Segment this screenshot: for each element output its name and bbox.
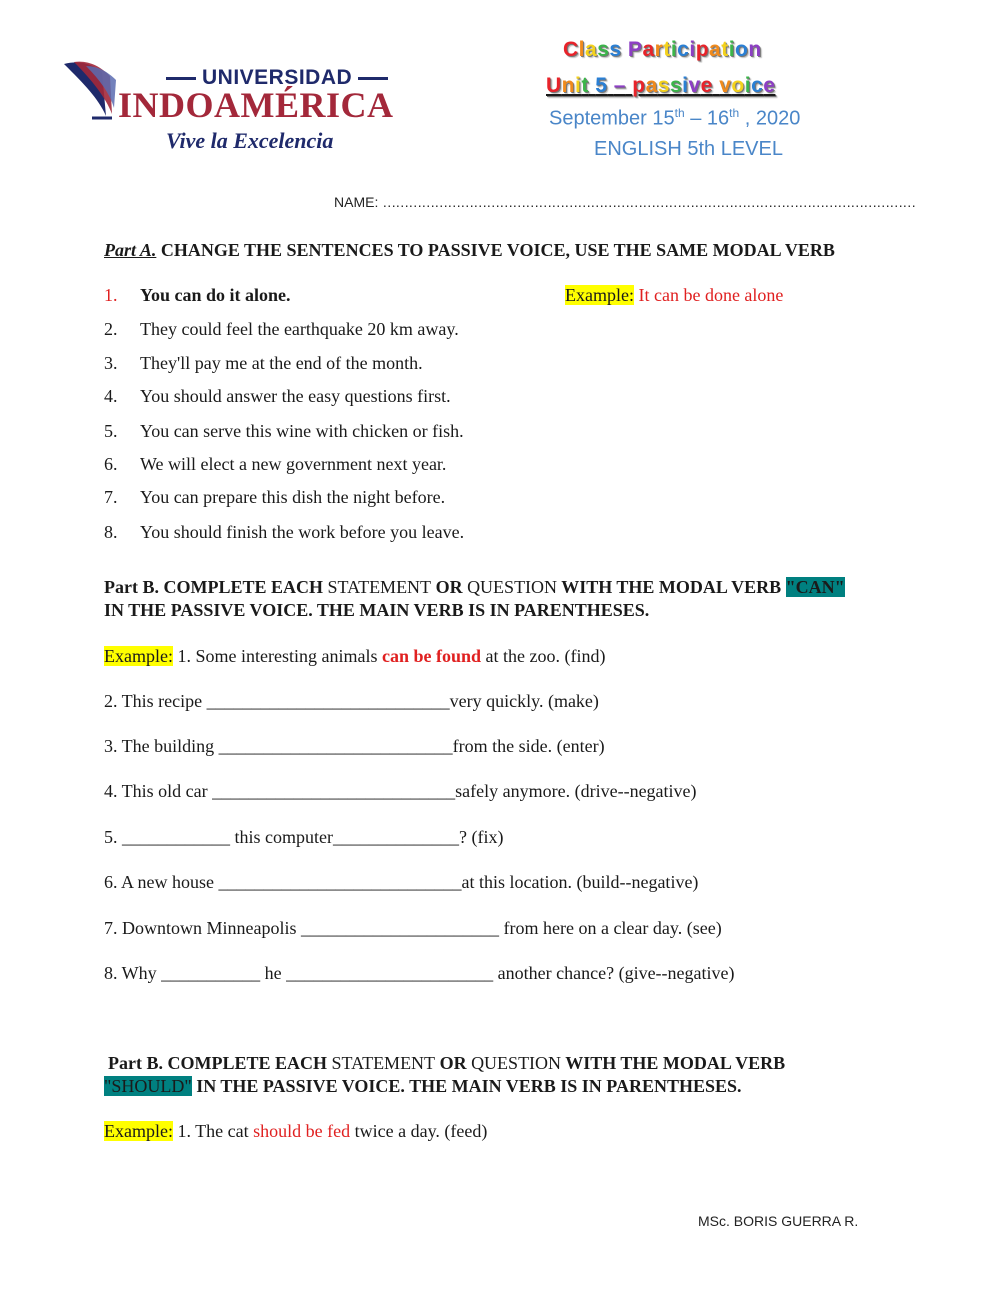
sail-logo-icon <box>62 58 120 122</box>
header-letter: C <box>563 38 579 61</box>
exercise-item[interactable]: 6. A new house ___________________________at this location. (build--negative) <box>104 872 699 892</box>
header-letter: o <box>731 74 745 97</box>
header-letter: c <box>751 74 764 97</box>
list-item: 4. You should answer the easy questions first. <box>104 386 451 406</box>
modal-should-badge: "SHOULD" <box>104 1076 192 1096</box>
header-letter: 5 <box>595 74 608 97</box>
header-letter: a <box>642 38 655 61</box>
header-letter: t <box>721 38 729 61</box>
part-b-can-heading-line2: IN THE PASSIVE VOICE. THE MAIN VERB IS IN PARENTHESES. <box>104 600 650 620</box>
part-b-should-heading-line2: "SHOULD" IN THE PASSIVE VOICE. THE MAIN VERB IS IN PARENTHESES. <box>104 1076 742 1096</box>
name-field[interactable] <box>334 194 915 210</box>
name-label: NAME: <box>334 194 379 210</box>
part-b-should-example: Example: 1. The cat should be fed twice a day. (feed) <box>104 1121 488 1141</box>
header-date: September 15th – 16th , 2020 <box>549 106 801 130</box>
header-letter: v <box>719 74 732 97</box>
header-letter: p <box>632 74 646 97</box>
header-letter: i <box>728 38 736 61</box>
header-letter: s <box>597 38 610 61</box>
header-letter: a <box>585 38 598 61</box>
header-letter: a <box>709 38 722 61</box>
header-letter: P <box>627 38 643 61</box>
header-letter: i <box>682 74 689 97</box>
list-item: 8. You should finish the work before you leave. <box>104 522 465 542</box>
header-letter: e <box>763 74 776 97</box>
header-letter: v <box>688 74 701 97</box>
exercise-item[interactable]: 4. This old car ___________________________safely anymore. (drive--negative) <box>104 781 697 801</box>
part-a-instruction: CHANGE THE SENTENCES TO PASSIVE VOICE, USE THE SAME MODAL VERB <box>160 240 835 260</box>
name-dots: …………………………………………………………………………………………………………… <box>382 194 916 210</box>
header-level: ENGLISH 5th LEVEL <box>594 138 783 160</box>
list-item: 7. You can prepare this dish the night before. <box>104 487 446 507</box>
exercise-item[interactable]: 5. ____________ this computer______________? (fix) <box>104 827 504 847</box>
header-title <box>563 38 762 62</box>
header-letter: s <box>657 74 670 97</box>
example-answer: should be fed <box>253 1121 351 1141</box>
header-letter: i <box>575 74 582 97</box>
header-letter: i <box>670 38 678 61</box>
header-letter: p <box>695 38 710 61</box>
header-letter: – <box>613 74 626 97</box>
list-item: 5. You can serve this wine with chicken or fish. <box>104 421 464 441</box>
header-letter: U <box>546 74 562 97</box>
header-letter: i <box>689 38 696 61</box>
header-letter: t <box>663 38 671 61</box>
example-answer: can be found <box>381 646 481 666</box>
header-letter: r <box>654 38 664 61</box>
header-letter: o <box>735 38 749 61</box>
header-letter: n <box>748 38 762 61</box>
exercise-item[interactable]: 3. The building __________________________from the side. (enter) <box>104 736 605 756</box>
example-label: Example: <box>104 646 173 666</box>
header-letter: l <box>578 38 586 61</box>
author-footer: MSc. BORIS GUERRA R. <box>698 1213 859 1229</box>
part-b-should-heading: Part B. COMPLETE EACH STATEMENT OR QUESTION WITH THE MODAL VERB <box>108 1053 786 1073</box>
modal-can-badge: "CAN" <box>785 577 845 597</box>
exercise-item[interactable]: 7. Downtown Minneapolis ______________________ from here on a clear day. (see) <box>104 918 722 938</box>
list-item: 3. They'll pay me at the end of the month. <box>104 353 423 373</box>
logo-top-line: UNIVERSIDAD <box>160 66 394 90</box>
list-item: 2. They could feel the earthquake 20 km away. <box>104 319 459 339</box>
logo-slogan: Vive la Excelencia <box>166 128 334 153</box>
header-letter: n <box>561 74 575 97</box>
header-letter: e <box>700 74 713 97</box>
header-letter: c <box>677 38 690 61</box>
example-label: Example: <box>565 285 634 305</box>
part-a-heading <box>104 240 835 261</box>
exercise-item[interactable]: 8. Why ___________ he _______________________ another chance? (give--negative) <box>104 963 735 983</box>
part-b-can-heading: Part B. COMPLETE EACH STATEMENT OR QUESTION WITH THE MODAL VERB "CAN" <box>104 577 845 597</box>
part-a-label: Part A. <box>104 240 157 260</box>
header-letter: a <box>645 74 658 97</box>
logo-main-text: INDOAMÉRICA <box>118 85 394 125</box>
header-letter: s <box>609 38 622 61</box>
header-letter: i <box>744 74 752 97</box>
exercise-item[interactable]: 2. This recipe ___________________________very quickly. (make) <box>104 691 599 711</box>
example-answer: It can be done alone <box>633 285 784 305</box>
example-label: Example: <box>104 1121 173 1141</box>
header-letter: t <box>581 74 589 97</box>
part-b-can-example: Example: 1. Some interesting animals can be found at the zoo. (find) <box>104 646 606 666</box>
header-subtitle <box>546 74 775 98</box>
university-logo <box>62 58 394 158</box>
list-item: 6. We will elect a new government next year. <box>104 454 447 474</box>
header-letter: s <box>669 74 683 97</box>
part-a-example <box>565 285 783 306</box>
list-item: 1. You can do it alone. <box>104 285 291 305</box>
